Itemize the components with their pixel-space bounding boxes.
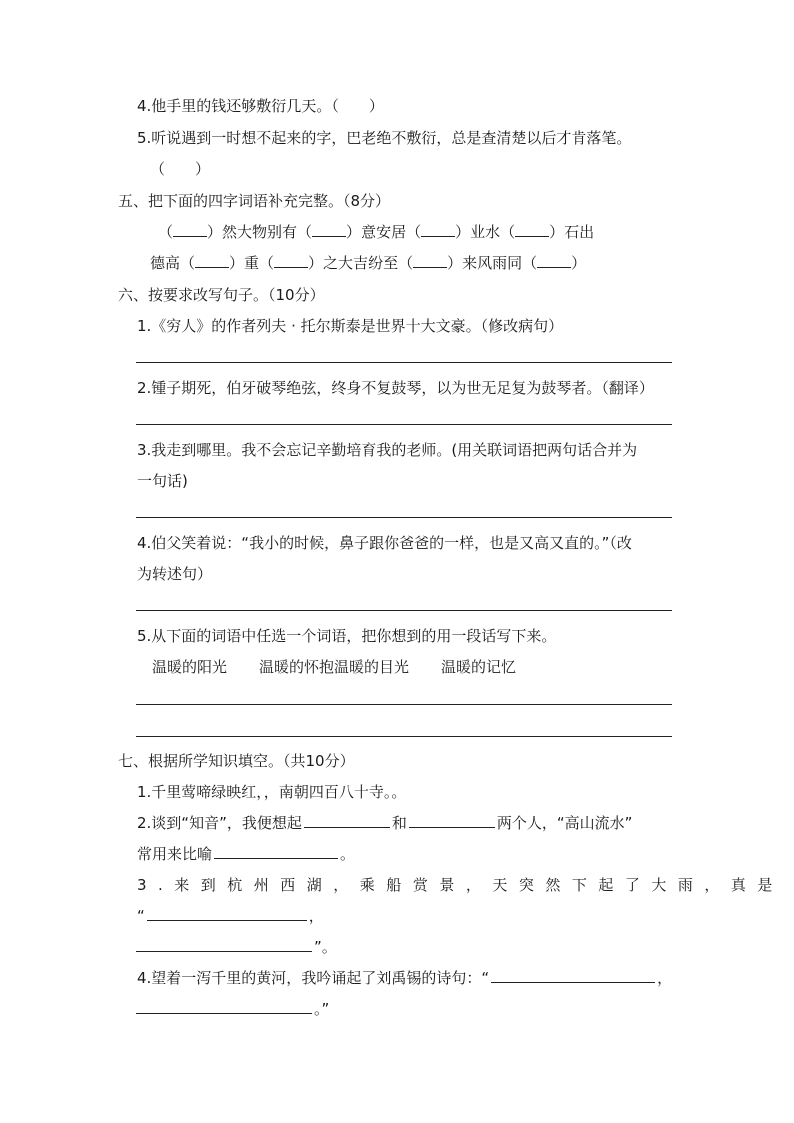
fill-blank[interactable]: [136, 999, 312, 1014]
item-6-5: 5.从下面的词语中任选一个词语，把你想到的用一段话写下来。: [137, 627, 557, 645]
item-6-2: 2.锺子期死，伯牙破琴绝弦，终身不复鼓琴，以为世无足复为鼓琴者。（翻译）: [137, 379, 654, 397]
section-5-title: 五、把下面的四字词语补充完整。（8分）: [118, 192, 391, 210]
answer-line[interactable]: [136, 362, 672, 363]
fill-blank[interactable]: [214, 844, 338, 859]
idiom-7: 纷至（ ）来: [368, 254, 478, 272]
word-options: [152, 657, 548, 677]
item-7-3: 3.来到杭州西湖，乘船赏景，天突然下起了大雨，真是: [137, 876, 784, 894]
answer-line[interactable]: [136, 610, 672, 611]
item-4-4: 4.他手里的钱还够敷衍几天。（ ）: [137, 97, 384, 115]
idiom-4: 业水（ ）石出: [470, 223, 595, 241]
idiom-blank[interactable]: [515, 222, 549, 237]
section-7-title: 七、根据所学知识填空。（共10分）: [118, 752, 355, 770]
idiom-5: 德高（ ）重: [150, 254, 260, 272]
item-7-1: 1.千里莺啼绿映红，，南朝四百八十寺。。: [137, 783, 407, 801]
idiom-3: 意安居（ ）: [361, 223, 471, 241]
answer-line[interactable]: [136, 736, 672, 737]
idiom-blank[interactable]: [421, 222, 455, 237]
section-6-title: 六、按要求改写句子。（10分）: [118, 286, 325, 304]
idiom-blank[interactable]: [173, 222, 207, 237]
idiom-8: 风雨同（ ）: [477, 254, 587, 272]
item-4-5: 5.听说遇到一时想不起来的字，巴老绝不敷衍，总是查清楚以后才肯落笔。: [137, 129, 632, 147]
answer-line[interactable]: [136, 424, 672, 425]
word-option: 温暖的阳光: [152, 658, 228, 676]
item-7-3-line2: “ ，: [137, 907, 324, 925]
fill-blank[interactable]: [136, 937, 312, 952]
answer-line[interactable]: [136, 517, 672, 518]
fill-blank[interactable]: [409, 813, 495, 828]
fill-blank[interactable]: [491, 968, 655, 983]
item-7-4-cont: 。”: [136, 999, 329, 1019]
idiom-blank[interactable]: [274, 253, 308, 268]
period: 。: [340, 845, 356, 863]
item-7-4: 4.望着一泻千里的黄河，我吟诵起了刘禹锡的诗句：“ ，: [137, 969, 673, 987]
idiom-row-1: [158, 222, 594, 242]
idiom-row-2: [150, 253, 586, 273]
fill-blank[interactable]: [304, 813, 390, 828]
word-option: 温暖的记忆: [441, 658, 517, 676]
item-6-1: 1.《穷人》的作者列夫 · 托尔斯泰是世界十大文豪。（修改病句）: [137, 317, 564, 335]
answer-line[interactable]: [136, 704, 672, 705]
item-6-3: 3.我走到哪里。我不会忘记辛勤培育我的老师。(用关联词语把两句话合并为: [137, 441, 638, 459]
idiom-blank[interactable]: [195, 253, 229, 268]
item-4-5-answer-paren: （ ）: [150, 160, 211, 178]
item-7-2-cont: 常用来比喻 。: [137, 845, 356, 863]
item-6-3-cont: 一句话): [137, 472, 188, 490]
idiom-2: 别有（ ）: [267, 223, 362, 241]
fill-blank[interactable]: [147, 906, 307, 921]
item-6-4-cont: 为转述句）: [137, 565, 213, 583]
item-7-2: 2.谈到“知音”，我便想起 和 两个人，“高山流水”: [137, 814, 633, 832]
item-7-3-line3: ”。: [136, 937, 337, 957]
idiom-blank[interactable]: [413, 253, 447, 268]
idiom-1: （ ）然大物: [158, 223, 268, 241]
word-option: 温暖的怀抱温暖的目光: [259, 658, 410, 676]
idiom-blank[interactable]: [312, 222, 346, 237]
idiom-6: （ ）之大吉: [259, 254, 369, 272]
idiom-blank[interactable]: [537, 253, 571, 268]
item-6-4: 4.伯父笑着说：“我小的时候，鼻子跟你爸爸的一样，也是又高又直的。”（改: [137, 534, 632, 552]
